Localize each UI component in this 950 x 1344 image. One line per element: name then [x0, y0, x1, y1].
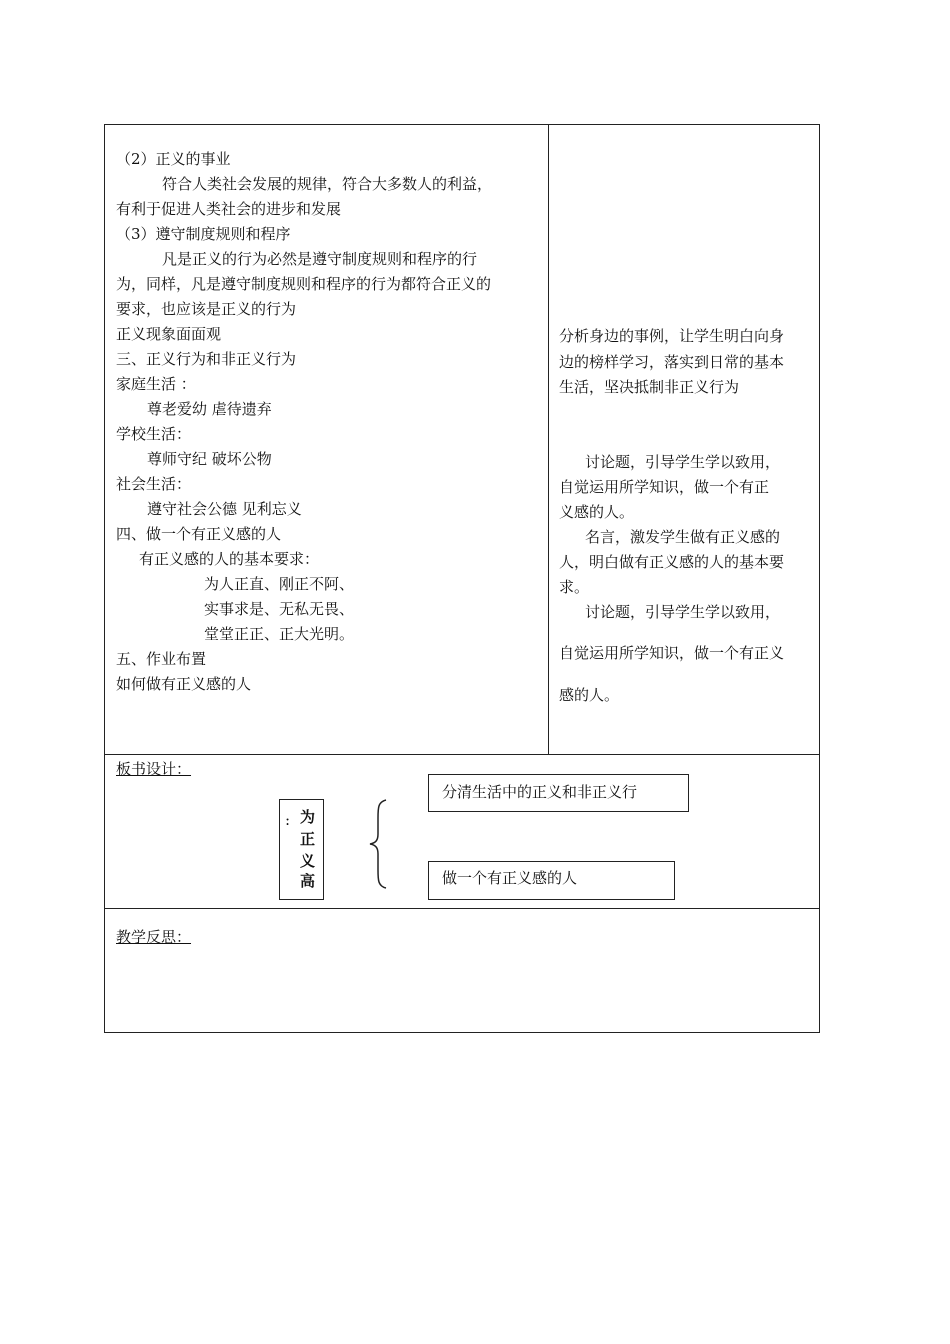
text-line: 正义现象面面观 [116, 325, 222, 343]
text-line: 尊师守纪 破坏公物 [147, 450, 272, 468]
text-line: 堂堂正正、正大光明。 [204, 625, 355, 643]
text-line: 名言，激发学生做有正义感的 [585, 528, 781, 546]
reflection-label: 教学反思： [116, 928, 192, 946]
section-heading: 五、作业布置 [116, 650, 207, 668]
section-heading: 四、做一个有正义感的人 [116, 525, 282, 543]
board-title-char: 义 [300, 852, 316, 870]
section-heading: 三、正义行为和非正义行为 [116, 350, 297, 368]
text-line: 为人正直、刚正不阿、 [204, 575, 355, 593]
board-title-char: 高 [300, 872, 316, 890]
text-line: 实事求是、无私无畏、 [204, 600, 355, 618]
text-line: 尊老爱幼 虐待遗弃 [147, 400, 272, 418]
column-divider [548, 124, 549, 754]
row-divider-board [104, 754, 820, 755]
text-line: 人，明白做有正义感的人的基本要 [559, 553, 785, 571]
text-line: 自觉运用所学知识，做一个有正义 [559, 644, 785, 662]
text-line: 感的人。 [559, 686, 620, 704]
text-line: 学校生活： [116, 425, 192, 443]
text-line: 有正义感的人的基本要求： [139, 550, 320, 568]
text-line: 边的榜样学习，落实到日常的基本 [559, 353, 785, 371]
text-line: 要求，也应该是正义的行为 [116, 300, 297, 318]
text-line: 遵守社会公德 见利忘义 [147, 500, 302, 518]
text-line: 求。 [559, 578, 590, 596]
row-divider-reflection [104, 908, 820, 909]
text-line: 生活，坚决抵制非正义行为 [559, 378, 740, 396]
board-box-bottom-text: 做一个有正义感的人 [442, 869, 578, 887]
text-line: 如何做有正义感的人 [116, 675, 252, 693]
text-line: 分析身边的事例，让学生明白向身 [559, 327, 785, 345]
board-box-bottom [428, 861, 675, 900]
board-design-label: 板书设计： [116, 760, 192, 778]
text-line: 社会生活： [116, 475, 192, 493]
text-line: 有利于促进人类社会的进步和发展 [116, 200, 342, 218]
text-line: 自觉运用所学知识，做一个有正 [559, 478, 770, 496]
text-line: 家庭生活 ： [116, 375, 196, 393]
board-title-box [279, 799, 324, 900]
text-line: 义感的人。 [559, 503, 635, 521]
text-line: 讨论题，引导学生学以致用， [585, 453, 781, 471]
board-box-top-text: 分清生活中的正义和非正义行 [442, 783, 638, 801]
board-box-top [428, 774, 689, 812]
colon-mark: : [285, 811, 291, 829]
text-line: 凡是正义的行为必然是遵守制度规则和程序的行 [162, 250, 478, 268]
board-title-char: 为 [300, 808, 316, 826]
text-line: 讨论题，引导学生学以致用， [585, 603, 781, 621]
text-line: （3）遵守制度规则和程序 [116, 225, 291, 243]
brace-icon [366, 798, 390, 890]
text-line: 为，同样，凡是遵守制度规则和程序的行为都符合正义的 [116, 275, 492, 293]
board-title-char: 正 [300, 830, 316, 848]
text-line: 符合人类社会发展的规律，符合大多数人的利益， [162, 175, 493, 193]
text-line: （2）正义的事业 [116, 150, 231, 168]
